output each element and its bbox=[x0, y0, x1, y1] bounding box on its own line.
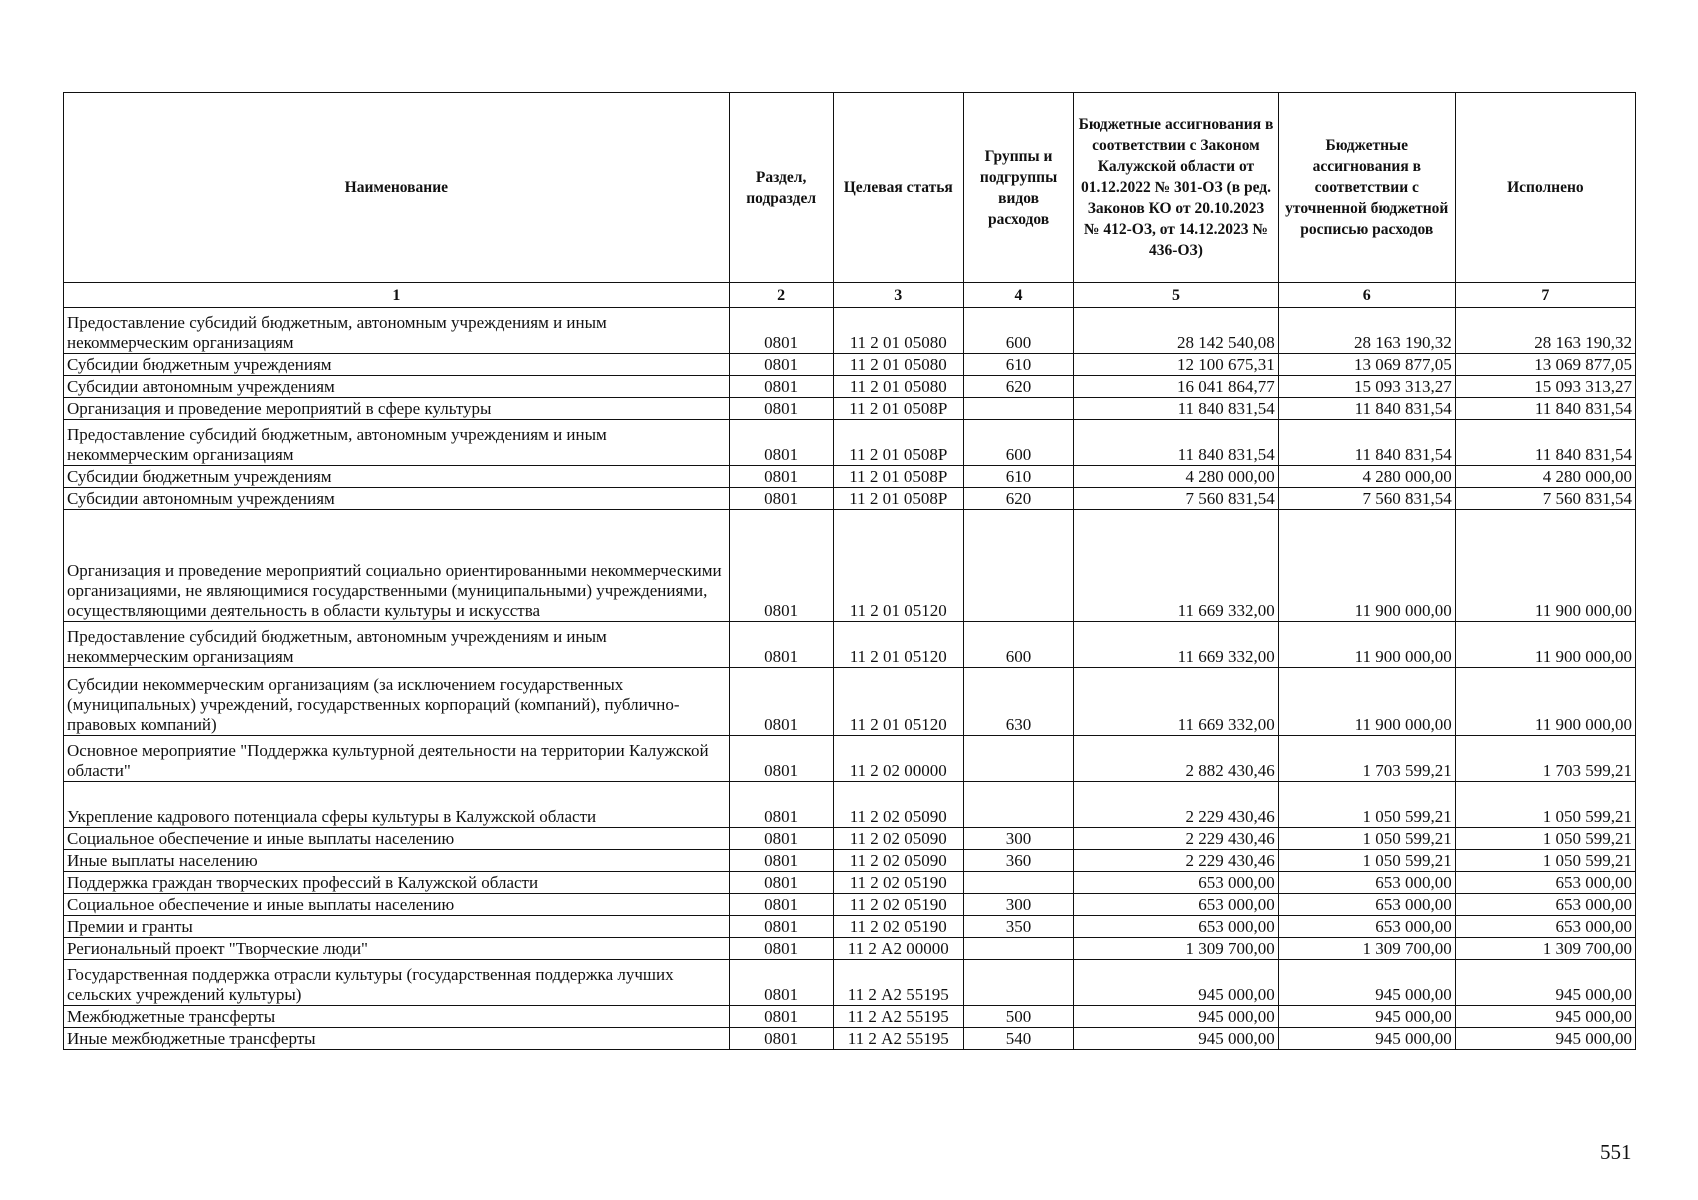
row-refined-amount: 653 000,00 bbox=[1278, 872, 1455, 894]
row-group: 630 bbox=[963, 668, 1073, 736]
row-section: 0801 bbox=[729, 622, 833, 668]
row-name: Межбюджетные трансферты bbox=[64, 1006, 730, 1028]
row-executed-amount: 1 050 599,21 bbox=[1455, 828, 1635, 850]
row-law-amount: 945 000,00 bbox=[1074, 1028, 1279, 1050]
row-target: 11 2 02 05190 bbox=[833, 916, 963, 938]
row-refined-amount: 15 093 313,27 bbox=[1278, 376, 1455, 398]
row-section: 0801 bbox=[729, 488, 833, 510]
row-refined-amount: 945 000,00 bbox=[1278, 1028, 1455, 1050]
row-law-amount: 7 560 831,54 bbox=[1074, 488, 1279, 510]
row-target: 11 2 01 0508Р bbox=[833, 466, 963, 488]
row-law-amount: 4 280 000,00 bbox=[1074, 466, 1279, 488]
row-refined-amount: 1 703 599,21 bbox=[1278, 736, 1455, 782]
table-row bbox=[64, 398, 1636, 420]
row-target: 11 2 01 05120 bbox=[833, 622, 963, 668]
row-target: 11 2 02 05190 bbox=[833, 872, 963, 894]
row-group bbox=[963, 960, 1073, 1006]
row-group bbox=[963, 872, 1073, 894]
row-section: 0801 bbox=[729, 398, 833, 420]
row-section: 0801 bbox=[729, 308, 833, 354]
row-law-amount: 945 000,00 bbox=[1074, 960, 1279, 1006]
row-section: 0801 bbox=[729, 510, 833, 622]
table-row bbox=[64, 782, 1636, 828]
table-row bbox=[64, 668, 1636, 736]
row-refined-amount: 11 900 000,00 bbox=[1278, 622, 1455, 668]
row-target: 11 2 01 0508Р bbox=[833, 488, 963, 510]
table-row bbox=[64, 510, 1636, 622]
row-section: 0801 bbox=[729, 894, 833, 916]
column-number: 3 bbox=[833, 283, 963, 308]
table-row bbox=[64, 1028, 1636, 1050]
row-law-amount: 2 229 430,46 bbox=[1074, 782, 1279, 828]
row-refined-amount: 945 000,00 bbox=[1278, 1006, 1455, 1028]
row-name: Предоставление субсидий бюджетным, автономным учреждениям и иным некоммерческим организациям bbox=[64, 622, 730, 668]
row-group: 610 bbox=[963, 466, 1073, 488]
row-executed-amount: 11 840 831,54 bbox=[1455, 398, 1635, 420]
budget-table bbox=[63, 92, 1636, 1050]
row-law-amount: 11 669 332,00 bbox=[1074, 510, 1279, 622]
column-number: 6 bbox=[1278, 283, 1455, 308]
row-group: 620 bbox=[963, 376, 1073, 398]
row-law-amount: 16 041 864,77 bbox=[1074, 376, 1279, 398]
row-refined-amount: 945 000,00 bbox=[1278, 960, 1455, 1006]
row-name: Иные выплаты населению bbox=[64, 850, 730, 872]
row-refined-amount: 28 163 190,32 bbox=[1278, 308, 1455, 354]
row-group: 300 bbox=[963, 894, 1073, 916]
row-refined-amount: 1 050 599,21 bbox=[1278, 828, 1455, 850]
row-name: Организация и проведение мероприятий в сфере культуры bbox=[64, 398, 730, 420]
row-name: Государственная поддержка отрасли культуры (государственная поддержка лучших сельских учреждений культуры) bbox=[64, 960, 730, 1006]
row-target: 11 2 А2 55195 bbox=[833, 1028, 963, 1050]
row-executed-amount: 1 703 599,21 bbox=[1455, 736, 1635, 782]
table-row bbox=[64, 916, 1636, 938]
row-section: 0801 bbox=[729, 828, 833, 850]
row-name: Субсидии автономным учреждениям bbox=[64, 488, 730, 510]
row-law-amount: 11 669 332,00 bbox=[1074, 622, 1279, 668]
row-refined-amount: 4 280 000,00 bbox=[1278, 466, 1455, 488]
row-name: Основное мероприятие "Поддержка культурной деятельности на территории Калужской области" bbox=[64, 736, 730, 782]
table-row bbox=[64, 894, 1636, 916]
row-law-amount: 11 840 831,54 bbox=[1074, 398, 1279, 420]
row-section: 0801 bbox=[729, 960, 833, 1006]
header-executed: Исполнено bbox=[1455, 93, 1635, 283]
row-target: 11 2 02 05190 bbox=[833, 894, 963, 916]
header-section: Раздел, подраздел bbox=[729, 93, 833, 283]
row-target: 11 2 02 05090 bbox=[833, 782, 963, 828]
row-law-amount: 11 840 831,54 bbox=[1074, 420, 1279, 466]
row-law-amount: 653 000,00 bbox=[1074, 916, 1279, 938]
header-row bbox=[64, 93, 1636, 283]
row-group: 600 bbox=[963, 622, 1073, 668]
row-section: 0801 bbox=[729, 1006, 833, 1028]
table-row bbox=[64, 376, 1636, 398]
row-name: Субсидии бюджетным учреждениям bbox=[64, 354, 730, 376]
row-law-amount: 12 100 675,31 bbox=[1074, 354, 1279, 376]
table-row bbox=[64, 420, 1636, 466]
row-target: 11 2 01 05120 bbox=[833, 668, 963, 736]
row-executed-amount: 15 093 313,27 bbox=[1455, 376, 1635, 398]
row-executed-amount: 1 050 599,21 bbox=[1455, 782, 1635, 828]
row-section: 0801 bbox=[729, 420, 833, 466]
row-group bbox=[963, 510, 1073, 622]
row-law-amount: 2 229 430,46 bbox=[1074, 850, 1279, 872]
row-section: 0801 bbox=[729, 736, 833, 782]
row-name: Иные межбюджетные трансферты bbox=[64, 1028, 730, 1050]
column-number: 1 bbox=[64, 283, 730, 308]
row-name: Региональный проект "Творческие люди" bbox=[64, 938, 730, 960]
column-number: 2 bbox=[729, 283, 833, 308]
header-name: Наименование bbox=[64, 93, 730, 283]
row-group bbox=[963, 398, 1073, 420]
row-law-amount: 2 229 430,46 bbox=[1074, 828, 1279, 850]
header-refined: Бюджетные ассигнования в соответствии с уточненной бюджетной росписью расходов bbox=[1278, 93, 1455, 283]
row-executed-amount: 653 000,00 bbox=[1455, 894, 1635, 916]
row-name: Предоставление субсидий бюджетным, автономным учреждениям и иным некоммерческим организациям bbox=[64, 420, 730, 466]
row-section: 0801 bbox=[729, 782, 833, 828]
row-name: Организация и проведение мероприятий социально ориентированными некоммерческими организациями, не являющимися государственными (муниципальными) учреждениями, осуществляющими деятельность в области культуры и искусства bbox=[64, 510, 730, 622]
row-target: 11 2 А2 55195 bbox=[833, 1006, 963, 1028]
table-row bbox=[64, 1006, 1636, 1028]
row-target: 11 2 А2 55195 bbox=[833, 960, 963, 1006]
row-target: 11 2 01 05080 bbox=[833, 354, 963, 376]
row-executed-amount: 11 900 000,00 bbox=[1455, 510, 1635, 622]
row-section: 0801 bbox=[729, 850, 833, 872]
row-executed-amount: 945 000,00 bbox=[1455, 1006, 1635, 1028]
row-name: Поддержка граждан творческих профессий в Калужской области bbox=[64, 872, 730, 894]
row-target: 11 2 02 05090 bbox=[833, 850, 963, 872]
row-name: Социальное обеспечение и иные выплаты населению bbox=[64, 894, 730, 916]
row-target: 11 2 01 05080 bbox=[833, 376, 963, 398]
table-row bbox=[64, 828, 1636, 850]
row-group: 500 bbox=[963, 1006, 1073, 1028]
table-row bbox=[64, 622, 1636, 668]
row-refined-amount: 11 840 831,54 bbox=[1278, 398, 1455, 420]
header-groups: Группы и подгруппы видов расходов bbox=[963, 93, 1073, 283]
table-row bbox=[64, 354, 1636, 376]
row-section: 0801 bbox=[729, 376, 833, 398]
row-name: Предоставление субсидий бюджетным, автономным учреждениям и иным некоммерческим организациям bbox=[64, 308, 730, 354]
row-target: 11 2 02 00000 bbox=[833, 736, 963, 782]
row-group: 360 bbox=[963, 850, 1073, 872]
row-target: 11 2 А2 00000 bbox=[833, 938, 963, 960]
row-executed-amount: 4 280 000,00 bbox=[1455, 466, 1635, 488]
table-row bbox=[64, 488, 1636, 510]
table-row bbox=[64, 466, 1636, 488]
column-number: 5 bbox=[1074, 283, 1279, 308]
row-section: 0801 bbox=[729, 938, 833, 960]
row-executed-amount: 1 050 599,21 bbox=[1455, 850, 1635, 872]
row-law-amount: 653 000,00 bbox=[1074, 894, 1279, 916]
row-target: 11 2 02 05090 bbox=[833, 828, 963, 850]
row-name: Субсидии некоммерческим организациям (за исключением государственных (муниципальных) учреждений, государственных корпораций (компаний), публично-правовых компаний) bbox=[64, 668, 730, 736]
row-refined-amount: 1 050 599,21 bbox=[1278, 850, 1455, 872]
row-group: 600 bbox=[963, 420, 1073, 466]
header-target: Целевая статья bbox=[833, 93, 963, 283]
row-executed-amount: 945 000,00 bbox=[1455, 1028, 1635, 1050]
header-law: Бюджетные ассигнования в соответствии с Законом Калужской области от 01.12.2022 № 301-ОЗ (в ред. Законов КО от 20.10.2023 № 412-ОЗ, от 14.12.2023 № 436-ОЗ) bbox=[1074, 93, 1279, 283]
row-refined-amount: 11 840 831,54 bbox=[1278, 420, 1455, 466]
row-law-amount: 11 669 332,00 bbox=[1074, 668, 1279, 736]
row-executed-amount: 11 900 000,00 bbox=[1455, 668, 1635, 736]
table-row bbox=[64, 308, 1636, 354]
table-row bbox=[64, 960, 1636, 1006]
table-row bbox=[64, 938, 1636, 960]
row-refined-amount: 653 000,00 bbox=[1278, 894, 1455, 916]
row-group: 300 bbox=[963, 828, 1073, 850]
row-group: 540 bbox=[963, 1028, 1073, 1050]
row-refined-amount: 11 900 000,00 bbox=[1278, 510, 1455, 622]
row-law-amount: 653 000,00 bbox=[1074, 872, 1279, 894]
row-executed-amount: 1 309 700,00 bbox=[1455, 938, 1635, 960]
row-law-amount: 28 142 540,08 bbox=[1074, 308, 1279, 354]
row-group bbox=[963, 782, 1073, 828]
table-row bbox=[64, 736, 1636, 782]
row-name: Укрепление кадрового потенциала сферы культуры в Калужской области bbox=[64, 782, 730, 828]
row-refined-amount: 653 000,00 bbox=[1278, 916, 1455, 938]
row-executed-amount: 28 163 190,32 bbox=[1455, 308, 1635, 354]
row-refined-amount: 13 069 877,05 bbox=[1278, 354, 1455, 376]
column-number: 4 bbox=[963, 283, 1073, 308]
row-section: 0801 bbox=[729, 916, 833, 938]
row-executed-amount: 945 000,00 bbox=[1455, 960, 1635, 1006]
row-law-amount: 1 309 700,00 bbox=[1074, 938, 1279, 960]
row-refined-amount: 1 050 599,21 bbox=[1278, 782, 1455, 828]
row-name: Премии и гранты bbox=[64, 916, 730, 938]
row-group: 600 bbox=[963, 308, 1073, 354]
row-group: 620 bbox=[963, 488, 1073, 510]
row-executed-amount: 11 900 000,00 bbox=[1455, 622, 1635, 668]
row-executed-amount: 13 069 877,05 bbox=[1455, 354, 1635, 376]
table-row bbox=[64, 850, 1636, 872]
row-section: 0801 bbox=[729, 466, 833, 488]
row-section: 0801 bbox=[729, 1028, 833, 1050]
row-target: 11 2 01 0508Р bbox=[833, 420, 963, 466]
row-section: 0801 bbox=[729, 668, 833, 736]
row-group: 350 bbox=[963, 916, 1073, 938]
row-section: 0801 bbox=[729, 354, 833, 376]
column-number: 7 bbox=[1455, 283, 1635, 308]
row-target: 11 2 01 05080 bbox=[833, 308, 963, 354]
row-executed-amount: 653 000,00 bbox=[1455, 872, 1635, 894]
row-law-amount: 945 000,00 bbox=[1074, 1006, 1279, 1028]
row-executed-amount: 653 000,00 bbox=[1455, 916, 1635, 938]
row-name: Социальное обеспечение и иные выплаты населению bbox=[64, 828, 730, 850]
row-name: Субсидии бюджетным учреждениям bbox=[64, 466, 730, 488]
table-row bbox=[64, 872, 1636, 894]
row-target: 11 2 01 05120 bbox=[833, 510, 963, 622]
column-number-row bbox=[64, 283, 1636, 308]
row-executed-amount: 7 560 831,54 bbox=[1455, 488, 1635, 510]
row-group: 610 bbox=[963, 354, 1073, 376]
row-refined-amount: 11 900 000,00 bbox=[1278, 668, 1455, 736]
row-refined-amount: 7 560 831,54 bbox=[1278, 488, 1455, 510]
row-group bbox=[963, 938, 1073, 960]
row-refined-amount: 1 309 700,00 bbox=[1278, 938, 1455, 960]
row-group bbox=[963, 736, 1073, 782]
row-name: Субсидии автономным учреждениям bbox=[64, 376, 730, 398]
row-section: 0801 bbox=[729, 872, 833, 894]
page-number: 551 bbox=[1600, 1140, 1632, 1164]
row-target: 11 2 01 0508Р bbox=[833, 398, 963, 420]
row-law-amount: 2 882 430,46 bbox=[1074, 736, 1279, 782]
row-executed-amount: 11 840 831,54 bbox=[1455, 420, 1635, 466]
